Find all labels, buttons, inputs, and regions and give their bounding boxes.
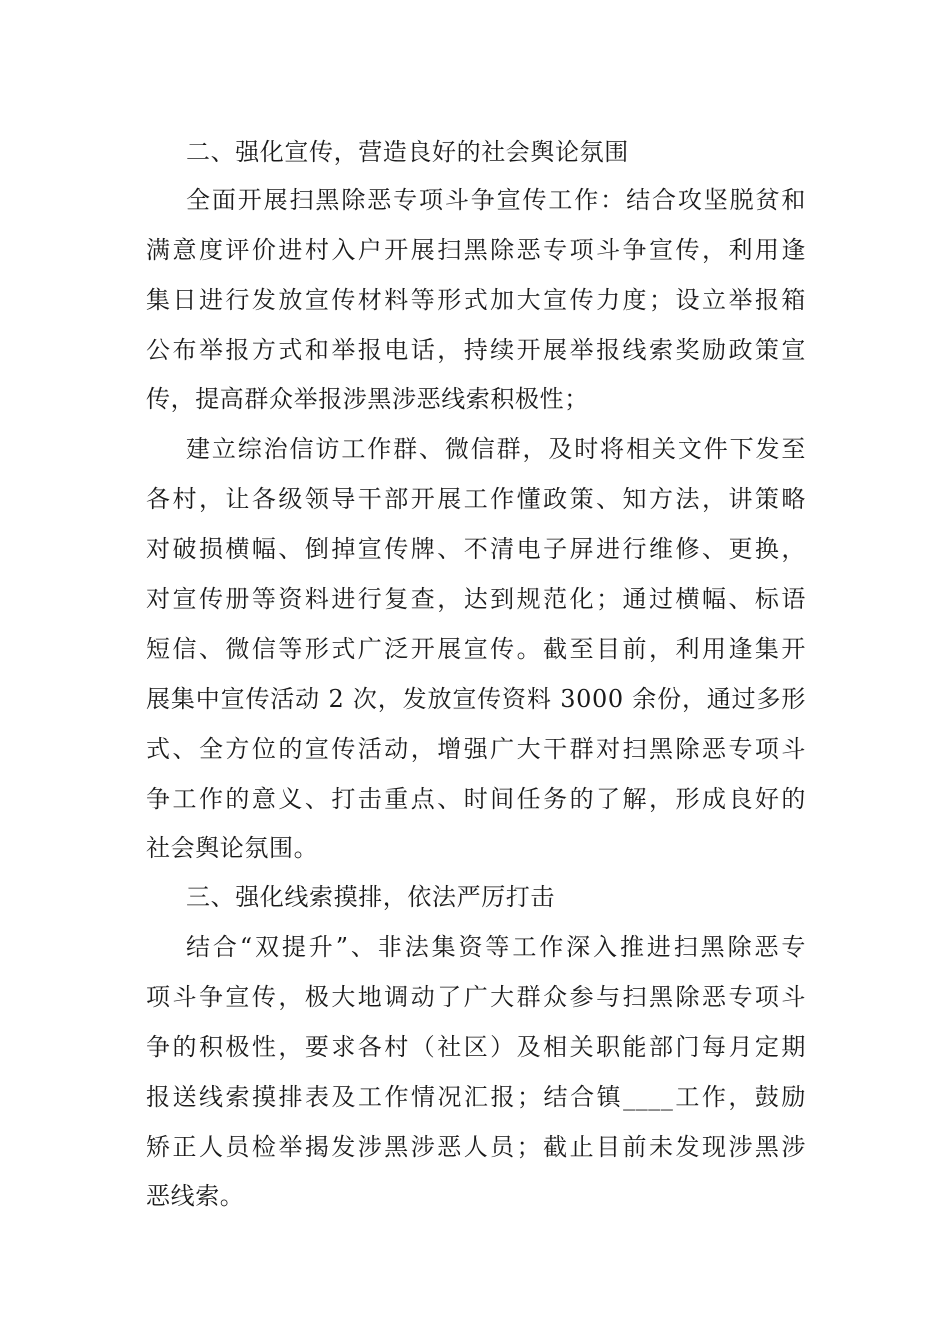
- paragraph-line: 争工作的意义、打击重点、时间任务的了解，形成良好的: [146, 785, 806, 813]
- paragraph-line: 建立综治信访工作群、微信群，及时将相关文件下发至: [186, 435, 806, 463]
- paragraph-line: 集日进行发放宣传材料等形式加大宣传力度；设立举报箱: [146, 286, 806, 314]
- paragraph-line: 式、全方位的宣传活动，增强广大干群对扫黑除恶专项斗: [146, 735, 806, 763]
- paragraph-line: 展集中宣传活动 2 次，发放宣传资料 3000 余份，通过多形: [146, 685, 806, 713]
- paragraph-line: 满意度评价进村入户开展扫黑除恶专项斗争宣传，利用逢: [146, 236, 806, 264]
- paragraph-line: 对破损横幅、倒掉宣传牌、不清电子屏进行维修、更换，: [146, 535, 806, 563]
- paragraph-line: 恶线索。: [146, 1182, 245, 1210]
- paragraph-line: 矫正人员检举揭发涉黑涉恶人员；截止目前未发现涉黑涉: [146, 1133, 806, 1161]
- section-heading-2: 二、强化宣传，营造良好的社会舆论氛围: [186, 138, 629, 166]
- paragraph-line: 短信、微信等形式广泛开展宣传。截至目前，利用逢集开: [146, 635, 806, 663]
- paragraph-line: 对宣传册等资料进行复查，达到规范化；通过横幅、标语: [146, 585, 806, 613]
- paragraph-line: 传，提高群众举报涉黑涉恶线索积极性；: [146, 385, 589, 413]
- section-heading-3: 三、强化线索摸排，依法严厉打击: [186, 883, 555, 911]
- paragraph-line: 公布举报方式和举报电话，持续开展举报线索奖励政策宣: [146, 336, 806, 364]
- paragraph-line: 报送线索摸排表及工作情况汇报；结合镇____工作，鼓励: [146, 1083, 806, 1111]
- paragraph-line: 项斗争宣传，极大地调动了广大群众参与扫黑除恶专项斗: [146, 983, 806, 1011]
- paragraph-line: 争的积极性，要求各村（社区）及相关职能部门每月定期: [146, 1033, 806, 1061]
- paragraph-line: 全面开展扫黑除恶专项斗争宣传工作：结合攻坚脱贫和: [186, 186, 806, 214]
- paragraph-line: 社会舆论氛围。: [146, 834, 319, 862]
- paragraph-line: 结合“双提升”、非法集资等工作深入推进扫黑除恶专: [186, 933, 806, 961]
- paragraph-line: 各村，让各级领导干部开展工作懂政策、知方法，讲策略: [146, 485, 806, 513]
